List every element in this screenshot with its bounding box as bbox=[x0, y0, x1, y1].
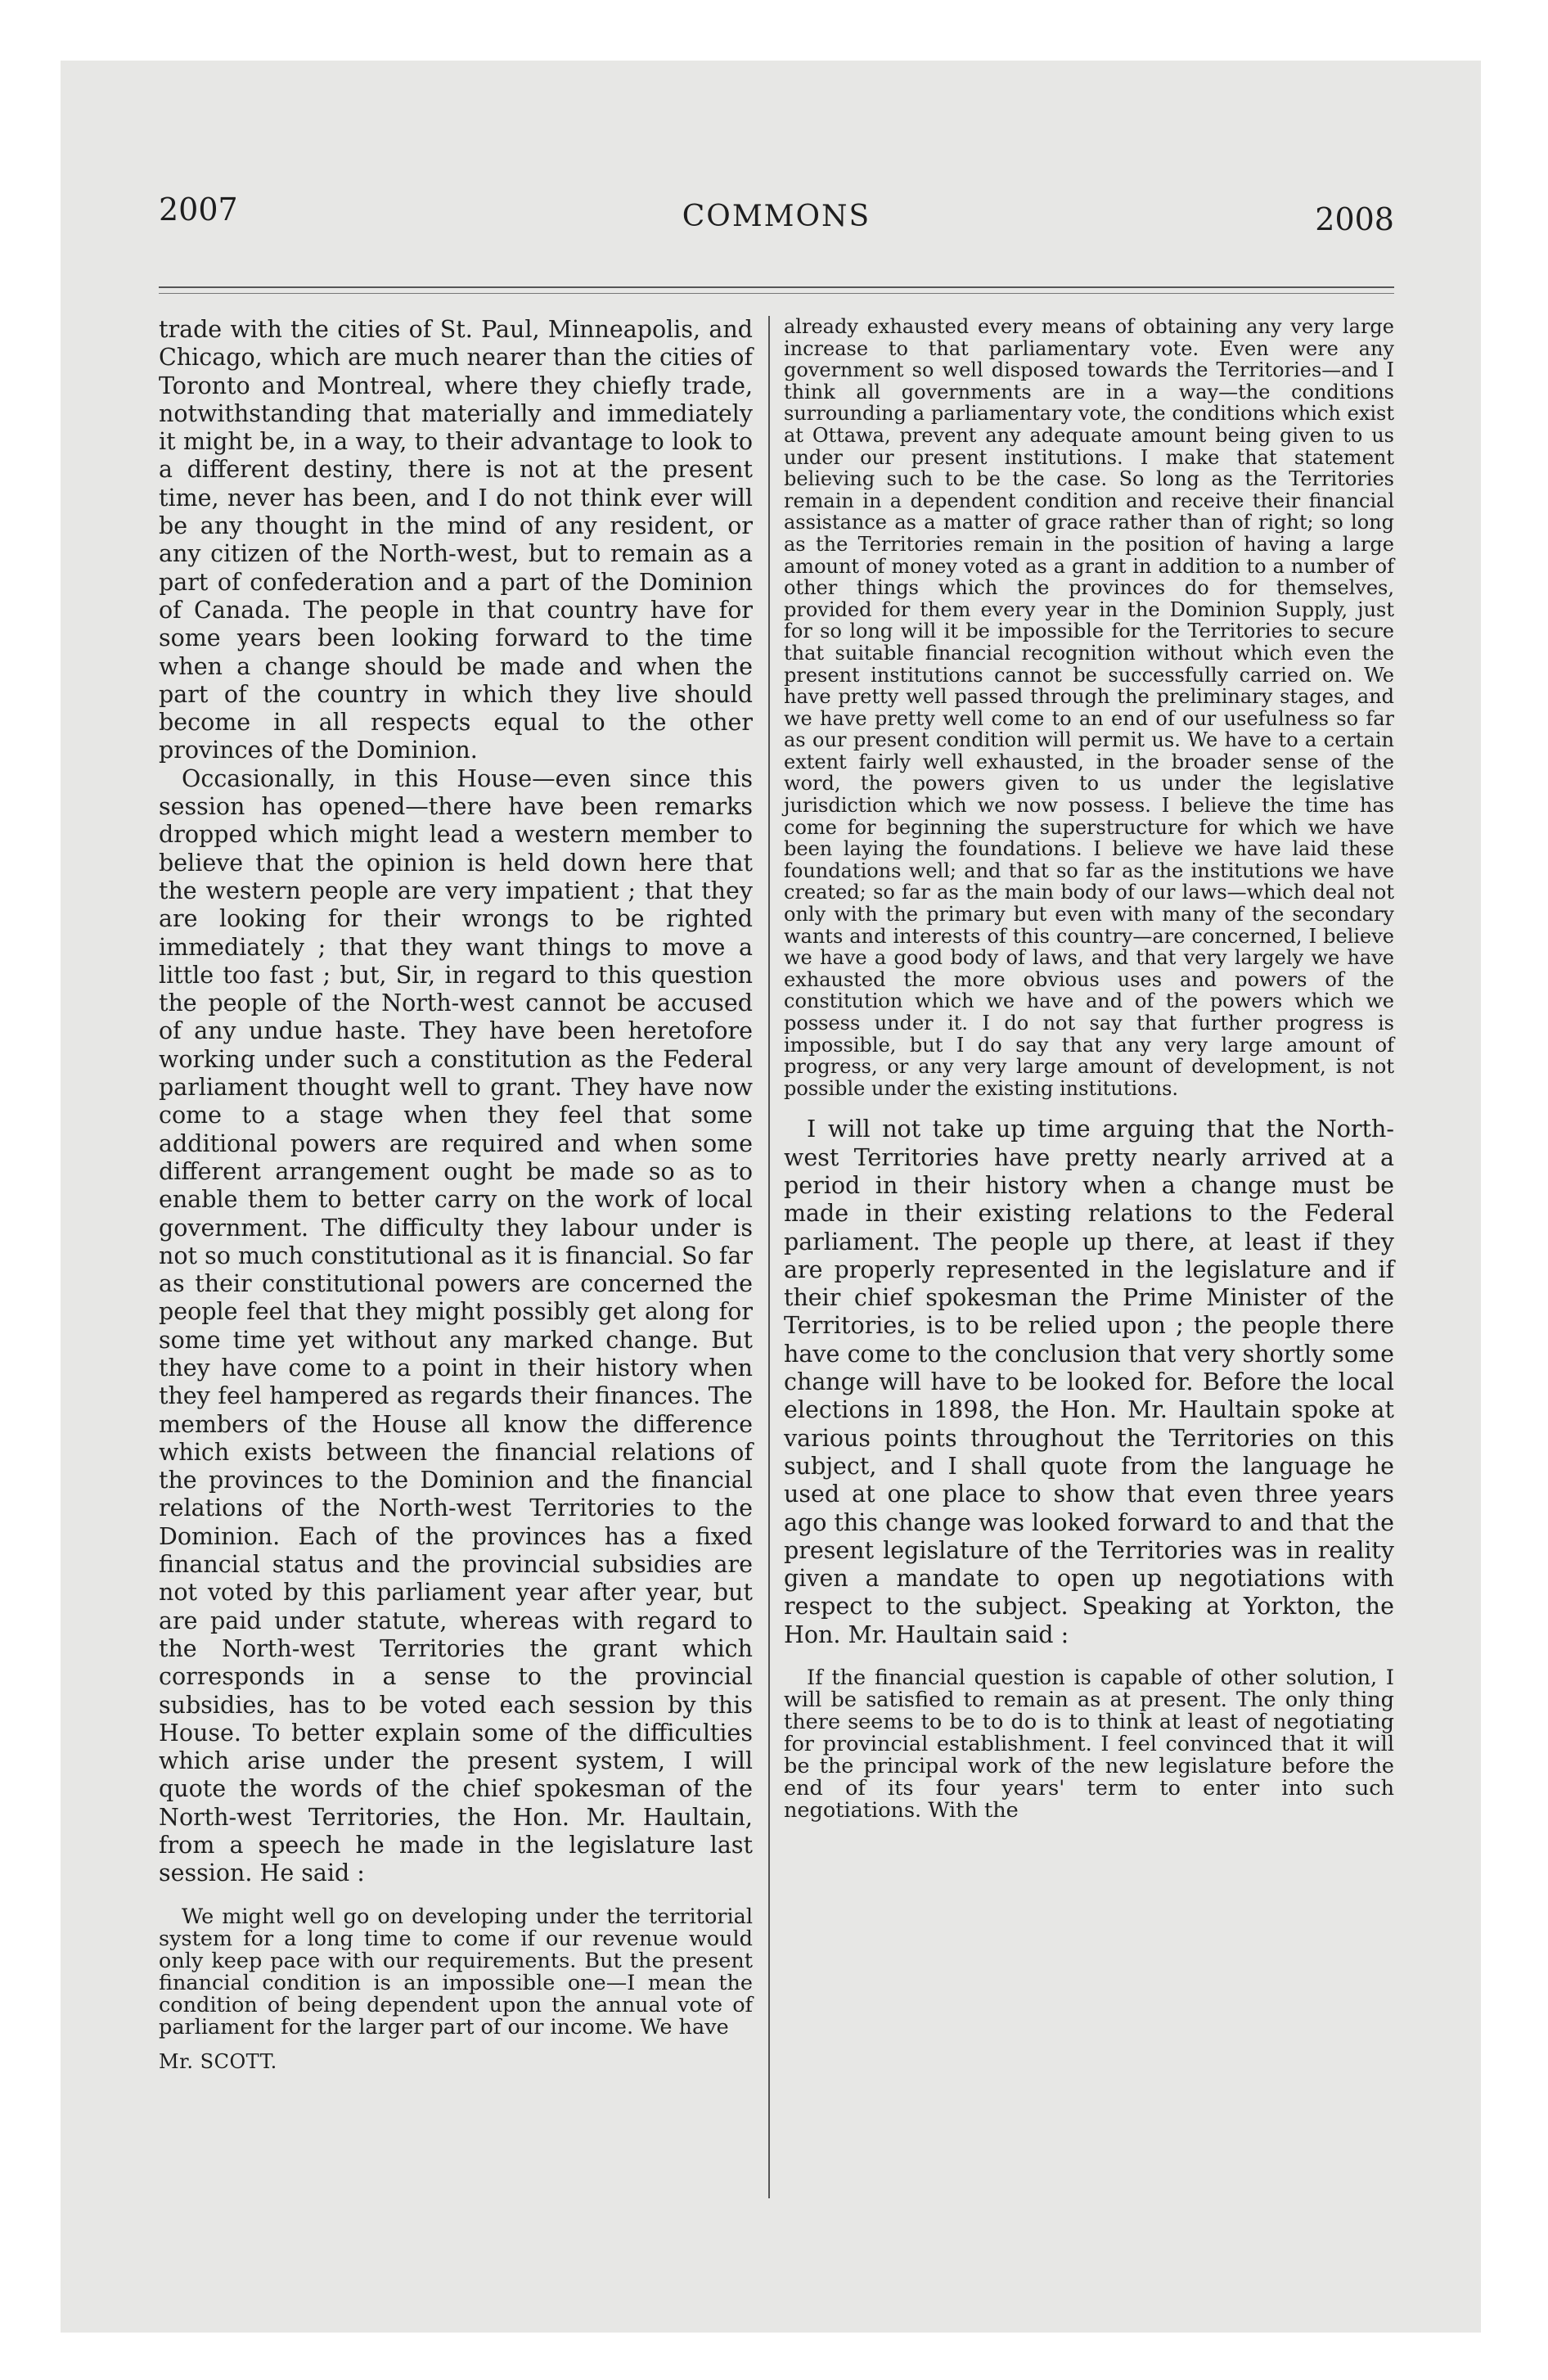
left-column bbox=[159, 316, 753, 2073]
right-paragraph-2: I will not take up time arguing that the North-west Territories have pretty nearly arrived at a period in their history when a change must be made in their existing relations to the Federal parliament. The people up there, at least if they are properly represented in the legislature and if their chief spokesman the Prime Minister of the Territories, is to be relied upon ; the people there have come to the conclusion that very shortly some change will have to be looked for. Before the local elections in 1898, the Hon. Mr. Haultain spoke at various points throughout the Territories on this subject, and I shall quote from the language he used at one place to show that even three years ago this change was looked forward to and that the present legislature of the Territories was in reality given a mandate to open up negotiations with respect to the subject. Speaking at Yorkton, the Hon. Mr. Haultain said : bbox=[784, 1116, 1394, 1648]
left-quotation: We might well go on developing under the territorial system for a long time to come if our revenue would only keep pace with our requirements. But the present financial condition is an impossible one—I mean the condition of being dependent upon the annual vote of parliament for the larger part of our income. We have bbox=[159, 1904, 753, 2040]
left-paragraph-2: Occasionally, in this House—even since this session has opened—there have been remarks dropped which might lead a western member to believe that the opinion is held down here that the western people are very impatient ; that they are looking for their wrongs to be righted immediately ; that they want things to move a little too fast ; but, Sir, in regard to this question the people of the North-west cannot be accused of any undue haste. They have been heretofore working under such a constitution as the Federal parliament thought well to grant. They have now come to a stage when they feel that some additional powers are required and when some different arrangement ought be made so as to enable them to better carry on the work of local government. The difficulty they labour under is not so much constitutional as it is financial. So far as their constitutional powers are concerned the people feel that they might possibly get along for some time yet without any marked change. But they have come to a point in their history when they feel hampered as regards their finances. The members of the House all know the difference which exists between the financial relations of the provinces to the Dominion and the financial relations of the North-west Territories to the Dominion. Each of the provinces has a fixed financial status and the provincial subsidies are not voted by this parliament year after year, but are paid under statute, whereas with regard to the North-west Territories the grant which corresponds in a sense to the provincial subsidies, has to be voted each session by this House. To better explain some of the difficulties which arise under the present system, I will quote the words of the chief spokesman of the North-west Territories, the Hon. Mr. Haultain, from a speech he made in the legislature last session. He said : bbox=[159, 764, 753, 1887]
page-header bbox=[159, 149, 1394, 237]
right-quotation-continued: already exhausted every means of obtaining any very large increase to that parliamentary vote. Even were any government so well disposed towards the Territories—and I think all governments are in a way—the conditions surrounding a parliamentary vote, the conditions which exist at Ottawa, prevent any adequate amount being given to us under our present institutions. I make that statement believing such to be the case. So long as the Territories remain in a dependent condition and receive their financial assistance as a matter of grace rather than of right; so long as the Territories remain in the position of having a large amount of money voted as a grant in addition to a number of other things which the provinces do for themselves, provided for them every year in the Dominion Supply, just for so long will it be impossible for the Territories to secure that suitable financial recognition without which even the present institutions cannot be successfully carried on. We have pretty well passed through the preliminary stages, and we have pretty well come to an end of our usefulness so far as our present condition will permit us. We have to a certain extent fairly well exhausted, in the broader sense of the word, the powers given to us under the legislative jurisdiction which we now possess. I believe the time has come for beginning the superstructure for which we have been laying the foundations. I believe we have laid these foundations well; and that so far as the institutions we have created; so far as the main body of our laws—which deal not only with the primary but even with many of the secondary wants and interests of this country—are concerned, I believe we have a good body of laws, and that very largely we have exhausted the more obvious uses and powers of the constitution which we have and of the powers which we possess under it. I do not say that further progress is impossible, but I do say that any very large amount of progress, or any very large amount of development, is not possible under the existing institutions. bbox=[784, 315, 1394, 1100]
right-quotation: If the financial question is capable of other solution, I will be satisfied to remain as at present. The only thing there seems to be to do is to think at least of negotiating for provincial establishment. I feel convinced that it will be the principal work of the new legislature before the end of its four years' term to enter into such negotiations. With the bbox=[784, 1666, 1394, 1823]
right-column bbox=[784, 316, 1394, 1822]
header-rule-thin bbox=[159, 293, 1394, 294]
scanned-page-background bbox=[61, 61, 1481, 2333]
hansard-page bbox=[159, 149, 1394, 2228]
right-page-number: 2008 bbox=[1315, 201, 1394, 237]
column-divider bbox=[768, 316, 770, 2198]
left-paragraph-1: trade with the cities of St. Paul, Minneapolis, and Chicago, which are much nearer than the cities of Toronto and Montreal, where they chiefly trade, notwithstanding that materially and immediately it might be, in a way, to their advantage to look to a different destiny, there is not at the present time, never has been, and I do not think ever will be any thought in the mind of any resident, or any citizen of the North-west, but to remain as a part of confederation and a part of the Dominion of Canada. The people in that country have for some years been looking forward to the time when a change should be made and when the part of the country in which they live should become in all respects equal to the other provinces of the Dominion. bbox=[159, 316, 753, 764]
speaker-footer: Mr. SCOTT. bbox=[159, 2049, 277, 2073]
header-rule bbox=[159, 286, 1394, 288]
left-page-number: 2007 bbox=[159, 192, 238, 228]
running-title: COMMONS bbox=[682, 200, 871, 233]
